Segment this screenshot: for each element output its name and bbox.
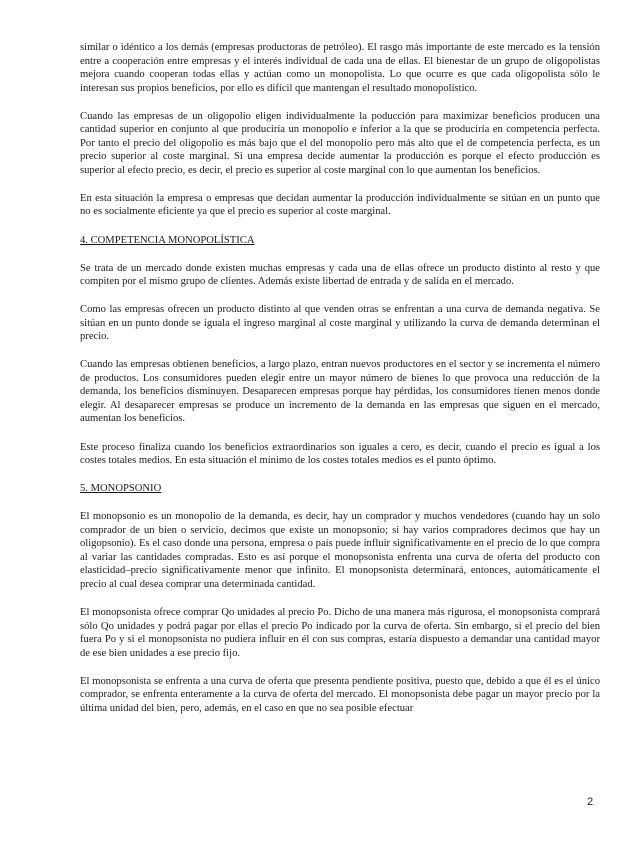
paragraph-monopsonio-oferta: El monopsonista se enfrenta a una curva de oferta que presenta pendiente positiva, puesto que, debido a que él es el único comprador, se enfrenta enteramente a la curva de oferta del mercado. El monopsonista debe pagar un mayor precio por la última unidad del bien, pero, además, en el caso en que no sea posible efectuar — [80, 675, 600, 714]
section-heading-monopsonio: 5. MONOPSONIO — [80, 483, 162, 495]
paragraph-competencia-demanda: Como las empresas ofrecen un producto distinto al que venden otras se enfrentan a una curva de demanda negativa. Se sitúan en un punto donde se iguala el ingreso marginal al coste marginal y utilizando la curva de demanda determinan el precio. — [80, 304, 600, 343]
paragraph-competencia-equilibrio: Este proceso finaliza cuando los beneficios extraordinarios son iguales a cero, es decir, cuando el precio es igual a los costes totales medios. En esta situación el mínimo de los costes totales medios es el punto óptimo. — [80, 441, 600, 467]
paragraph-monopsonio-precio: El monopsonista ofrece comprar Qo unidades al precio Po. Dicho de una manera más rigurosa, el monopsonista comprará sólo Qo unidades y podrá pagar por ellas el precio Po indicado por la curva de oferta. Sin embargo, si el precio del bien fuera Po y si el monopsonista no pudiera influir en él con sus compras, estaría dispuesto a demandar una cantidad mayor de ese bien unidades a ese precio fijo. — [80, 606, 600, 659]
paragraph-oligopolio-intro: similar o idéntico a los demás (empresas productoras de petróleo). El rasgo más importante de este mercado es la tensión entre a cooperación entre empresas y el interés individual de cada una de ellas. El bienestar de un grupo de oligopolistas mejora cuando cooperan todas ellas y actúan como un monopolista. Lo que ocurre es que cada oligopolista sólo le interesan sus propios beneficios, por ello es difícil que mantengan el resultado monopolístico. — [80, 42, 600, 94]
section-heading-competencia-monopolistica: 4. COMPETENCIA MONOPOLÍSTICA — [80, 234, 255, 246]
paragraph-competencia-beneficios: Cuando las empresas obtienen beneficios, a largo plazo, entran nuevos productores en el sector y se incrementa el número de productos. Los consumidores pueden elegir entre un mayor número de bienes lo que provoca una reducción de la demanda, los beneficios disminuyen. Desaparecen empresas porque hay pérdidas, los consumidores tienen menos donde elegir. Al desaparecer empresas se produce un incremento de la demanda en las empresas que siguen en el mercado, aumentan los beneficios. — [80, 359, 600, 425]
body-text — [80, 41, 600, 730]
paragraph-competencia-definicion: Se trata de un mercado donde existen muchas empresas y cada una de ellas ofrece un producto distinto al resto y que compiten por el mismo grupo de clientes. Además existe libertad de entrada y de salida en el mercado. — [80, 262, 600, 288]
paragraph-monopsonio-definicion: El monopsonio es un monopolio de la demanda, es decir, hay un comprador y muchos vendedores (cuando hay un solo comprador de un bien o servicio, decimos que existe un monopsonio; si hay varios compradores decimos que hay un oligopsonio). Es el caso donde una persona, empresa o país puede influir significativamente en el precio de lo que compra al variar las cantidades compradas. Esto es así porque el monopsonista enfrenta una curva de oferta del producto con elasticidad–precio significativamente menor que infinito. El monopsonista determinará, entonces, automáticamente el precio al cual desea comprar una determinada cantidad. — [80, 511, 600, 590]
paragraph-oligopolio-produccion: Cuando las empresas de un oligopolio eligen individualmente la poducción para maximizar beneficios producen una cantidad superior en conjunto al que produciría un monopolio e inferior a la que se produciría en competencia perfecta. Por tanto el precio del oligopolio es más bajo que el del monopolio pero más alto que el de competencia perfecta, es un precio superior al coste marginal. Si una empresa decide aumentar la producción es porque el efecto producción es superior al efecto precio, es decir, el precio es superior al coste marginal con lo que aumentan los beneficios. — [80, 110, 600, 176]
paragraph-oligopolio-eficiencia: En esta situación la empresa o empresas que decidan aumentar la producción individualmente se sitúan en un punto que no es socialmente eficiente ya que el precio es superior al coste marginal. — [80, 192, 600, 218]
page-number: 2 — [587, 796, 594, 808]
